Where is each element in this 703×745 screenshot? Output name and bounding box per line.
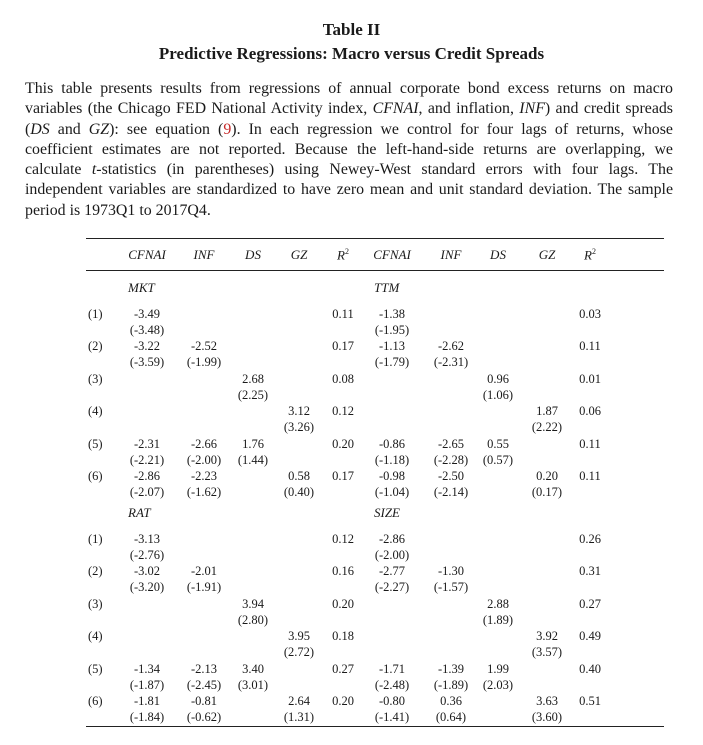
tstat-cell: (-1.57) — [433, 580, 469, 594]
tstat-cell: (-2.48) — [374, 678, 410, 692]
coef-cell: -3.13 — [133, 532, 161, 546]
col-header-right-cfnai: CFNAI — [373, 247, 411, 262]
col-header-left-ds: DS — [245, 247, 261, 262]
panel-label-right: TTM — [374, 280, 400, 295]
coef-cell: 0.17 — [332, 339, 354, 353]
tstat-cell: (-1.79) — [374, 355, 410, 369]
tstat-cell: (1.44) — [237, 453, 269, 467]
coef-cell: 0.49 — [579, 629, 601, 643]
table-number: Table II — [322, 20, 381, 39]
coef-cell: -3.49 — [133, 307, 161, 321]
coef-cell: 0.96 — [487, 372, 509, 386]
coef-cell: -3.22 — [133, 339, 161, 353]
col-header-left-gz: GZ — [290, 247, 308, 262]
coef-cell: -0.98 — [378, 469, 406, 483]
coef-cell: -2.66 — [190, 437, 218, 451]
coef-cell: -0.86 — [378, 437, 406, 451]
tstat-cell: (-2.31) — [433, 355, 469, 369]
row-label: (1) — [88, 532, 103, 546]
tstat-cell: (-0.62) — [186, 710, 222, 724]
coef-cell: 0.26 — [579, 532, 601, 546]
tstat-cell: (-2.45) — [186, 678, 222, 692]
tstat-cell: (-2.21) — [129, 453, 165, 467]
tstat-cell: (3.26) — [283, 420, 315, 434]
tstat-cell: (1.06) — [482, 388, 514, 402]
coef-cell: -0.80 — [378, 694, 406, 708]
coef-cell: -2.31 — [133, 437, 161, 451]
tstat-cell: (2.80) — [237, 613, 269, 627]
tstat-cell: (1.89) — [482, 613, 514, 627]
coef-cell: 0.20 — [332, 694, 354, 708]
row-label: (5) — [88, 662, 103, 676]
tstat-cell: (-1.84) — [129, 710, 165, 724]
coef-cell: -1.34 — [133, 662, 161, 676]
coef-cell: -2.77 — [378, 564, 406, 578]
coef-cell: 0.12 — [332, 532, 354, 546]
col-header-right-ds: DS — [490, 247, 506, 262]
row-label: (5) — [88, 437, 103, 451]
tstat-cell: (-1.62) — [186, 485, 222, 499]
col-header-right-r2: $R^2$ — [584, 247, 596, 263]
tstat-cell: (-2.00) — [374, 548, 410, 562]
row-label: (2) — [88, 564, 103, 578]
coef-cell: -3.02 — [133, 564, 161, 578]
coef-cell: 1.87 — [536, 404, 558, 418]
coef-cell: 0.11 — [579, 437, 601, 451]
row-label: (3) — [88, 372, 103, 386]
tstat-cell: (-1.95) — [374, 323, 410, 337]
coef-cell: 0.06 — [579, 404, 601, 418]
tstat-cell: (-2.76) — [129, 548, 165, 562]
tstat-cell: (-1.04) — [374, 485, 410, 499]
coef-cell: 0.01 — [579, 372, 601, 386]
tstat-cell: (1.31) — [283, 710, 315, 724]
coef-cell: 0.36 — [440, 694, 462, 708]
panel-label-left: MKT — [128, 280, 155, 295]
coef-cell: 0.11 — [579, 469, 601, 483]
table-title: Predictive Regressions: Macro versus Credit Spreads — [158, 44, 545, 63]
coef-cell: 3.63 — [536, 694, 558, 708]
tstat-cell: (-3.48) — [129, 323, 165, 337]
coef-cell: 2.64 — [288, 694, 310, 708]
coef-cell: -2.23 — [190, 469, 218, 483]
col-header-left-cfnai: CFNAI — [128, 247, 166, 262]
tstat-cell: (0.57) — [482, 453, 514, 467]
coef-cell: -1.13 — [378, 339, 406, 353]
row-label: (1) — [88, 307, 103, 321]
coef-cell: 0.18 — [332, 629, 354, 643]
row-label: (4) — [88, 404, 103, 418]
tstat-cell: (3.01) — [237, 678, 269, 692]
coef-cell: 0.20 — [332, 437, 354, 451]
table-header-rule — [86, 270, 664, 271]
tstat-cell: (-2.14) — [433, 485, 469, 499]
coef-cell: 0.27 — [332, 662, 354, 676]
tstat-cell: (-2.28) — [433, 453, 469, 467]
col-header-left-r2: $R^2$ — [337, 247, 349, 263]
coef-cell: -1.30 — [437, 564, 465, 578]
tstat-cell: (0.40) — [283, 485, 315, 499]
coef-cell: -0.81 — [190, 694, 218, 708]
tstat-cell: (-1.91) — [186, 580, 222, 594]
coef-cell: 3.95 — [288, 629, 310, 643]
coef-cell: 1.76 — [242, 437, 264, 451]
tstat-cell: (2.25) — [237, 388, 269, 402]
coef-cell: 0.16 — [332, 564, 354, 578]
coef-cell: 0.11 — [579, 339, 601, 353]
tstat-cell: (3.60) — [531, 710, 563, 724]
row-label: (2) — [88, 339, 103, 353]
coef-cell: -2.86 — [378, 532, 406, 546]
tstat-cell: (0.64) — [435, 710, 467, 724]
tstat-cell: (2.22) — [531, 420, 563, 434]
row-label: (6) — [88, 469, 103, 483]
tstat-cell: (2.72) — [283, 645, 315, 659]
tstat-cell: (2.03) — [482, 678, 514, 692]
coef-cell: -1.38 — [378, 307, 406, 321]
tstat-cell: (-1.89) — [433, 678, 469, 692]
tstat-cell: (3.57) — [531, 645, 563, 659]
row-label: (4) — [88, 629, 103, 643]
tstat-cell: (-2.27) — [374, 580, 410, 594]
tstat-cell: (-1.18) — [374, 453, 410, 467]
coef-cell: -1.39 — [437, 662, 465, 676]
coef-cell: 2.88 — [487, 597, 509, 611]
table-bottom-rule — [86, 726, 664, 727]
coef-cell: 0.12 — [332, 404, 354, 418]
table-caption: This table presents results from regressions of annual corporate bond excess returns on macro variables (the Chicago FED National Activity index, CFNAI, and inflation, INF) and credit spreads (DS and GZ): see equation (9). In each regression we control for four lags of returns, whose coefficient estimates are not reported. Because the left-hand-side returns are overlapping, we calculate t-statistics (in parentheses) using Newey-West standard errors with four lags. The independent variables are standardized to have zero mean and unit standard deviation. The sample period is 1973Q1 to 2017Q4. — [25, 80, 673, 219]
coef-cell: 3.12 — [288, 404, 310, 418]
tstat-cell: (-1.41) — [374, 710, 410, 724]
coef-cell: 0.27 — [579, 597, 601, 611]
coef-cell: -2.65 — [437, 437, 465, 451]
panel-label-left: RAT — [128, 505, 151, 520]
coef-cell: -2.62 — [437, 339, 465, 353]
col-header-right-gz: GZ — [538, 247, 556, 262]
tstat-cell: (-3.20) — [129, 580, 165, 594]
coef-cell: 0.20 — [332, 597, 354, 611]
tstat-cell: (-2.07) — [129, 485, 165, 499]
coef-cell: 0.51 — [579, 694, 601, 708]
coef-cell: 2.68 — [242, 372, 264, 386]
panel-label-right: SIZE — [374, 505, 400, 520]
col-header-right-inf: INF — [440, 247, 462, 262]
coef-cell: -2.13 — [190, 662, 218, 676]
coef-cell: 0.31 — [579, 564, 601, 578]
row-label: (3) — [88, 597, 103, 611]
coef-cell: -1.81 — [133, 694, 161, 708]
tstat-cell: (0.17) — [531, 485, 563, 499]
coef-cell: -2.01 — [190, 564, 218, 578]
coef-cell: 0.17 — [332, 469, 354, 483]
tstat-cell: (-3.59) — [129, 355, 165, 369]
equation-reference-link[interactable]: 9 — [223, 120, 232, 138]
coef-cell: 0.03 — [579, 307, 601, 321]
row-label: (6) — [88, 694, 103, 708]
table-top-rule — [86, 238, 664, 239]
tstat-cell: (-1.99) — [186, 355, 222, 369]
coef-cell: 0.58 — [288, 469, 310, 483]
coef-cell: 0.11 — [332, 307, 354, 321]
coef-cell: 3.40 — [242, 662, 264, 676]
coef-cell: -2.86 — [133, 469, 161, 483]
coef-cell: 0.55 — [487, 437, 509, 451]
coef-cell: 0.40 — [579, 662, 601, 676]
coef-cell: 0.20 — [536, 469, 558, 483]
coef-cell: 0.08 — [332, 372, 354, 386]
coef-cell: -2.52 — [190, 339, 218, 353]
tstat-cell: (-1.87) — [129, 678, 165, 692]
col-header-left-inf: INF — [193, 247, 215, 262]
coef-cell: 1.99 — [487, 662, 509, 676]
coef-cell: -2.50 — [437, 469, 465, 483]
tstat-cell: (-2.00) — [186, 453, 222, 467]
coef-cell: -1.71 — [378, 662, 406, 676]
coef-cell: 3.92 — [536, 629, 558, 643]
coef-cell: 3.94 — [242, 597, 264, 611]
